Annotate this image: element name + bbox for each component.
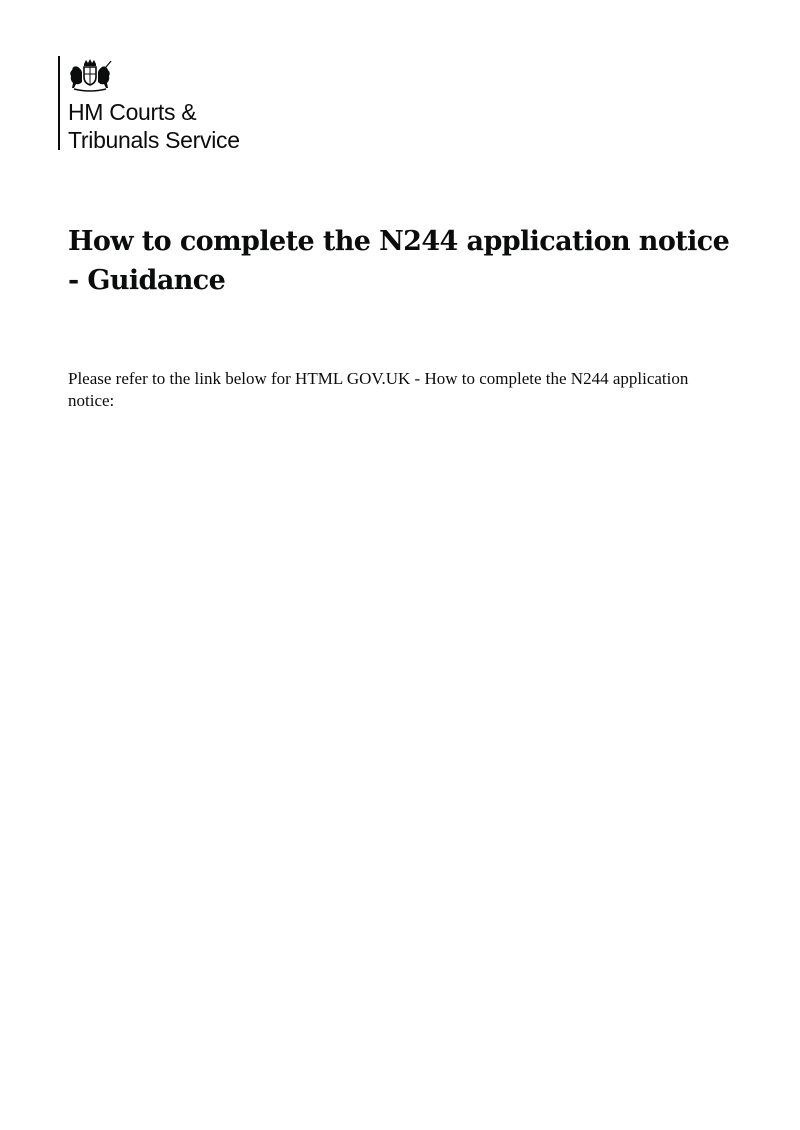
intro-paragraph: Please refer to the link below for HTML GOV.UK - How to complete the N244 application notice: bbox=[68, 369, 689, 410]
document-title: How to complete the N244 application notice - Guidance bbox=[68, 226, 730, 296]
organisation-name bbox=[68, 98, 240, 154]
royal-crest-icon bbox=[66, 58, 114, 92]
logo-divider bbox=[58, 56, 60, 150]
organisation-name-line-2: Tribunals Service bbox=[68, 127, 240, 153]
hmcts-logo bbox=[58, 56, 278, 152]
organisation-name-line-1: HM Courts & bbox=[68, 99, 197, 125]
